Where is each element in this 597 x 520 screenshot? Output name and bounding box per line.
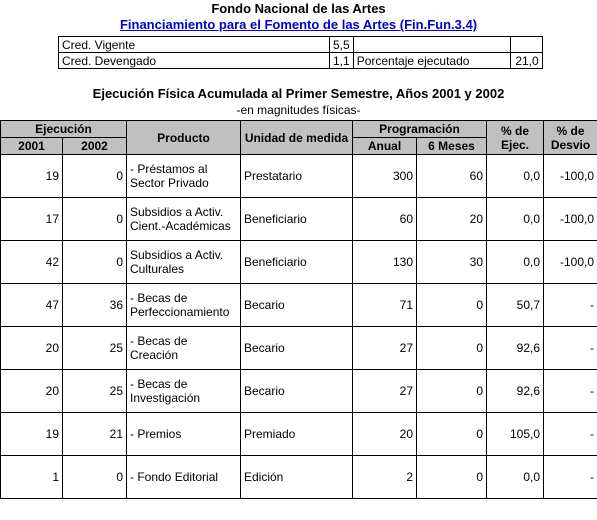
cell-2002: 0 — [63, 155, 127, 198]
cell-2001: 20 — [1, 327, 63, 370]
cell-pct-desvio: - — [544, 284, 597, 327]
cell-anual: 130 — [353, 241, 417, 284]
cell-unidad: Becario — [241, 370, 353, 413]
table-row — [1, 198, 597, 241]
credit-row-devengado — [59, 53, 543, 69]
credit-devengado-value: 1,1 — [330, 53, 354, 69]
cell-2002: 25 — [63, 370, 127, 413]
cell-6-meses: 0 — [417, 327, 487, 370]
cell-anual: 20 — [353, 413, 417, 456]
credit-row-vigente — [59, 37, 543, 53]
cell-pct-ejec: 0,0 — [487, 241, 544, 284]
cell-pct-desvio: -100,0 — [544, 155, 597, 198]
table-row — [1, 155, 597, 198]
cell-producto: - Fondo Editorial — [127, 456, 241, 499]
cell-unidad: Beneficiario — [241, 198, 353, 241]
header-ejecucion: Ejecución — [1, 121, 127, 138]
cell-6-meses: 0 — [417, 284, 487, 327]
cell-pct-ejec: 92,6 — [487, 327, 544, 370]
cell-6-meses: 0 — [417, 413, 487, 456]
cell-producto: - Becas de Perfeccionamiento — [127, 284, 241, 327]
report-title: Fondo Nacional de las Artes — [211, 1, 386, 16]
cell-producto: - Becas de Investigación — [127, 370, 241, 413]
credit-empty-cell — [510, 37, 542, 53]
cell-producto: - Becas de Creación — [127, 327, 241, 370]
cell-pct-ejec: 105,0 — [487, 413, 544, 456]
cell-2001: 47 — [1, 284, 63, 327]
credit-devengado-label: Cred. Devengado — [59, 53, 330, 69]
table-row — [1, 456, 597, 499]
cell-2002: 0 — [63, 198, 127, 241]
cell-anual: 60 — [353, 198, 417, 241]
credit-summary-table — [58, 36, 543, 69]
header-anual: Anual — [353, 138, 417, 155]
cell-pct-desvio: -100,0 — [544, 241, 597, 284]
cell-unidad: Premiado — [241, 413, 353, 456]
report-subtitle: Financiamiento para el Fomento de las Artes (Fin.Fun.3.4) — [119, 17, 478, 32]
cell-pct-desvio: - — [544, 413, 597, 456]
cell-2001: 19 — [1, 155, 63, 198]
cell-6-meses: 60 — [417, 155, 487, 198]
header-unidad: Unidad de medida — [241, 121, 353, 155]
cell-anual: 300 — [353, 155, 417, 198]
cell-producto: Subsidios a Activ. Culturales — [127, 241, 241, 284]
cell-anual: 2 — [353, 456, 417, 499]
table-row — [1, 370, 597, 413]
cell-unidad: Beneficiario — [241, 241, 353, 284]
cell-pct-ejec: 0,0 — [487, 198, 544, 241]
cell-pct-ejec: 92,6 — [487, 370, 544, 413]
cell-unidad: Becario — [241, 327, 353, 370]
header-pct-ejec: % de Ejec. — [487, 121, 544, 155]
cell-2002: 21 — [63, 413, 127, 456]
header-2002: 2002 — [63, 138, 127, 155]
cell-pct-ejec: 0,0 — [487, 155, 544, 198]
header-pct-desvio: % de Desvio — [544, 121, 597, 155]
cell-2002: 25 — [63, 327, 127, 370]
cell-2001: 1 — [1, 456, 63, 499]
cell-2001: 20 — [1, 370, 63, 413]
cell-pct-desvio: - — [544, 370, 597, 413]
porcentaje-ejecutado-label: Porcentaje ejecutado — [353, 53, 510, 69]
table-row — [1, 241, 597, 284]
header-6-meses: 6 Meses — [417, 138, 487, 155]
cell-pct-desvio: - — [544, 456, 597, 499]
cell-pct-ejec: 0,0 — [487, 456, 544, 499]
section-note: -en magnitudes físicas- — [236, 103, 361, 117]
cell-producto: - Premios — [127, 413, 241, 456]
cell-producto: - Préstamos al Sector Privado — [127, 155, 241, 198]
cell-2002: 36 — [63, 284, 127, 327]
cell-6-meses: 0 — [417, 370, 487, 413]
cell-2002: 0 — [63, 456, 127, 499]
cell-anual: 27 — [353, 370, 417, 413]
cell-2001: 42 — [1, 241, 63, 284]
cell-pct-ejec: 50,7 — [487, 284, 544, 327]
table-row — [1, 284, 597, 327]
section-title: Ejecución Física Acumulada al Primer Semestre, Años 2001 y 2002 — [92, 86, 505, 101]
execution-table — [0, 120, 597, 499]
cell-2001: 17 — [1, 198, 63, 241]
porcentaje-ejecutado-value: 21,0 — [510, 53, 542, 69]
cell-6-meses: 20 — [417, 198, 487, 241]
table-row — [1, 327, 597, 370]
cell-2001: 19 — [1, 413, 63, 456]
cell-unidad: Becario — [241, 284, 353, 327]
header-row-top — [1, 121, 597, 138]
credit-vigente-value: 5,5 — [330, 37, 354, 53]
credit-empty-cell — [353, 37, 510, 53]
cell-unidad: Prestatario — [241, 155, 353, 198]
cell-6-meses: 0 — [417, 456, 487, 499]
table-body — [1, 155, 597, 499]
cell-pct-desvio: -100,0 — [544, 198, 597, 241]
cell-anual: 71 — [353, 284, 417, 327]
credit-vigente-label: Cred. Vigente — [59, 37, 330, 53]
header-programacion: Programación — [353, 121, 487, 138]
cell-producto: Subsidios a Activ. Cient.-Académicas — [127, 198, 241, 241]
cell-6-meses: 30 — [417, 241, 487, 284]
cell-pct-desvio: - — [544, 327, 597, 370]
cell-anual: 27 — [353, 327, 417, 370]
cell-2002: 0 — [63, 241, 127, 284]
table-row — [1, 413, 597, 456]
cell-unidad: Edición — [241, 456, 353, 499]
header-producto: Producto — [127, 121, 241, 155]
header-2001: 2001 — [1, 138, 63, 155]
